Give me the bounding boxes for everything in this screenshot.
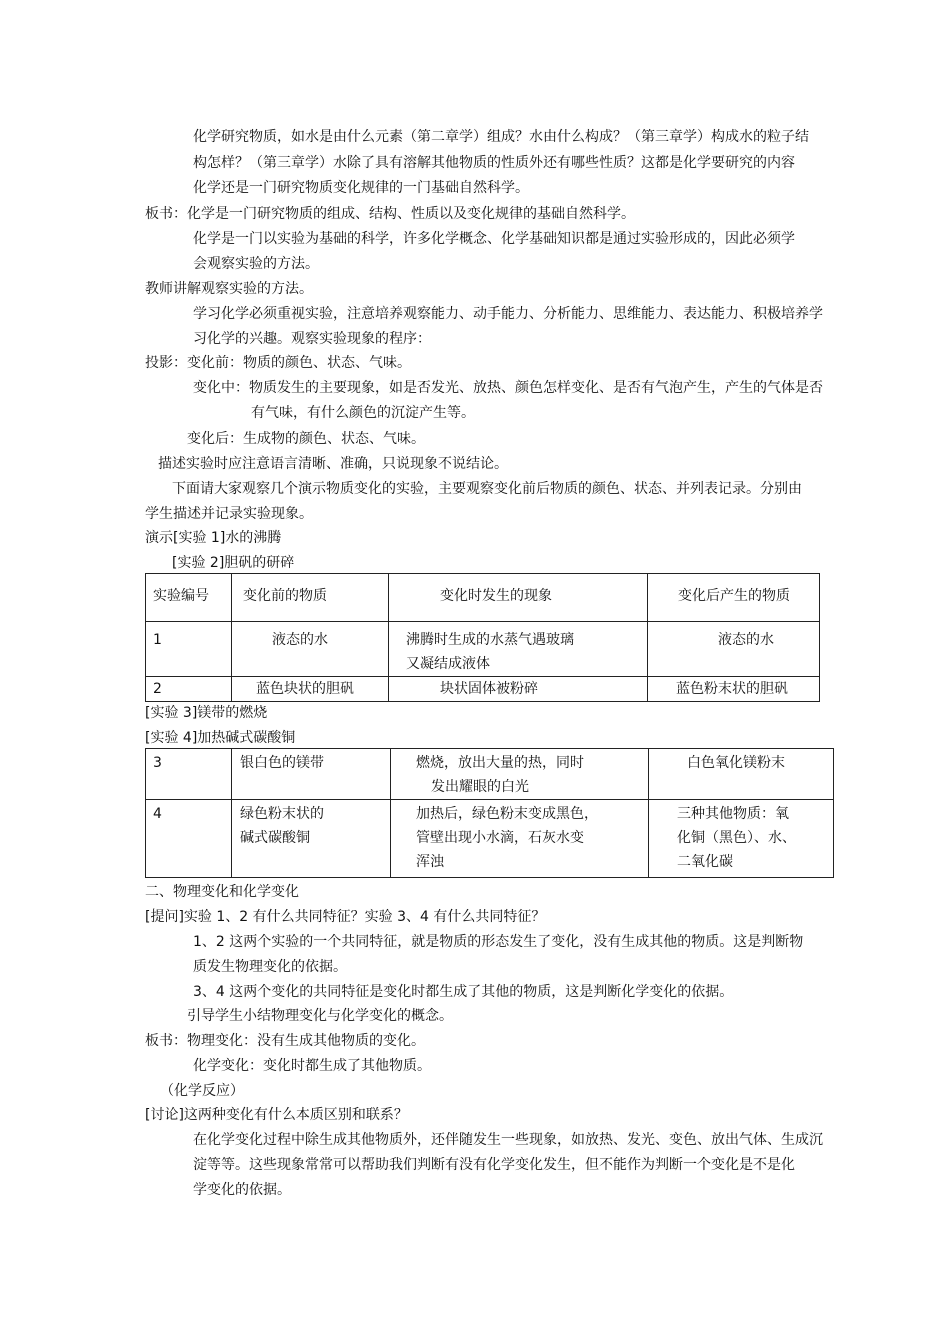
guide-note: 引导学生小结物理变化与化学变化的概念。: [187, 1008, 453, 1024]
demo-experiment-3: [实验 3]镁带的燃烧: [145, 705, 268, 721]
demo-experiment-1: 演示[实验 1]水的沸腾: [145, 530, 282, 546]
projection-after: 变化后：生成物的颜色、状态、气味。: [187, 431, 425, 447]
header-cell: 实验编号: [146, 574, 232, 622]
chemical-reaction-note: （化学反应）: [160, 1083, 244, 1099]
header-cell: 变化后产生的物质: [648, 574, 820, 622]
intro-line-1: 化学研究物质，如水是由什么元素（第二章学）组成？水由什么构成？（第三章学）构成水的粒子结: [193, 129, 809, 145]
header-cell: 变化前的物质: [232, 574, 389, 622]
describe-note: 描述实验时应注意语言清晰、准确，只说现象不说结论。: [158, 456, 508, 472]
table-row: 1 液态的水 沸腾时生成的水蒸气遇玻璃 又凝结成液体 液态的水: [146, 622, 820, 677]
final-paragraph-line-3: 学变化的依据。: [193, 1182, 291, 1198]
experiment-table-1: [145, 573, 820, 702]
experiment-paragraph-line-1: 化学是一门以实验为基础的科学，许多化学概念、化学基础知识都是通过实验形成的，因此必须学: [193, 231, 795, 247]
demo-experiment-4: [实验 4]加热碱式碳酸铜: [145, 730, 296, 746]
table-row: 4 绿色粉末状的 碱式碳酸铜 加热后，绿色粉末变成黑色， 管壁出现小水滴，石灰水变 浑浊 三种其他物质：氧 化铜（黑色）、水、 二氧化碳: [146, 800, 834, 878]
intro-line-2: 构怎样？（第三章学）水除了具有溶解其他物质的性质外还有哪些性质？这都是化学要研究的内容: [193, 155, 795, 171]
table-row: 3 银白色的镁带 燃烧，放出大量的热，同时 发出耀眼的白光 白色氧化镁粉末: [146, 749, 834, 800]
study-paragraph-line-2: 习化学的兴趣。观察实验现象的程序：: [193, 331, 431, 347]
board-note-2: 板书：物理变化：没有生成其他物质的变化。: [145, 1033, 425, 1049]
table-header-row: [146, 574, 820, 622]
chemical-change-definition: 化学变化：变化时都生成了其他物质。: [193, 1058, 431, 1074]
board-note-1: 板书：化学是一门研究物质的组成、结构、性质以及变化规律的基础自然科学。: [145, 206, 635, 222]
question: [提问]实验 1、2 有什么共同特征？实验 3、4 有什么共同特征？: [145, 909, 546, 925]
final-paragraph-line-2: 淀等等。这些现象常常可以帮助我们判断有没有化学变化发生，但不能作为判断一个变化是不是化: [193, 1157, 795, 1173]
header-cell: 变化时发生的现象: [389, 574, 648, 622]
observe-line-2: 学生描述并记录实验现象。: [145, 506, 313, 522]
answer-1-line-2: 质发生物理变化的依据。: [193, 959, 347, 975]
experiment-paragraph-line-2: 会观察实验的方法。: [193, 256, 319, 272]
answer-1-line-1: 1、2 这两个实验的一个共同特征，就是物质的形态发生了变化，没有生成其他的物质。这是判断物: [193, 934, 804, 950]
experiment-table-2: [145, 748, 834, 878]
section-heading: 二、物理变化和化学变化: [145, 884, 299, 900]
observe-line-1: 下面请大家观察几个演示物质变化的实验，主要观察变化前后物质的颜色、状态、并列表记录。分别由: [172, 481, 802, 497]
projection-during-line-1: 变化中：物质发生的主要现象，如是否发光、放热、颜色怎样变化、是否有气泡产生，产生的气体是否: [193, 380, 823, 396]
study-paragraph-line-1: 学习化学必须重视实验，注意培养观察能力、动手能力、分析能力、思维能力、表达能力、积极培养学: [193, 306, 823, 322]
final-paragraph-line-1: 在化学变化过程中除生成其他物质外，还伴随发生一些现象，如放热、发光、变色、放出气体、生成沉: [193, 1132, 823, 1148]
demo-experiment-2: [实验 2]胆矾的研碎: [172, 555, 295, 571]
table-row: 2 蓝色块状的胆矾 块状固体被粉碎 蓝色粉末状的胆矾: [146, 677, 820, 702]
intro-line-3: 化学还是一门研究物质变化规律的一门基础自然科学。: [193, 180, 529, 196]
projection-before: 投影：变化前：物质的颜色、状态、气味。: [145, 355, 411, 371]
projection-during-line-2: 有气味，有什么颜色的沉淀产生等。: [251, 405, 475, 421]
teacher-note: 教师讲解观察实验的方法。: [145, 281, 313, 297]
answer-2: 3、4 这两个变化的共同特征是变化时都生成了其他的物质，这是判断化学变化的依据。: [193, 984, 734, 1000]
discussion: [讨论]这两种变化有什么本质区别和联系？: [145, 1107, 408, 1123]
